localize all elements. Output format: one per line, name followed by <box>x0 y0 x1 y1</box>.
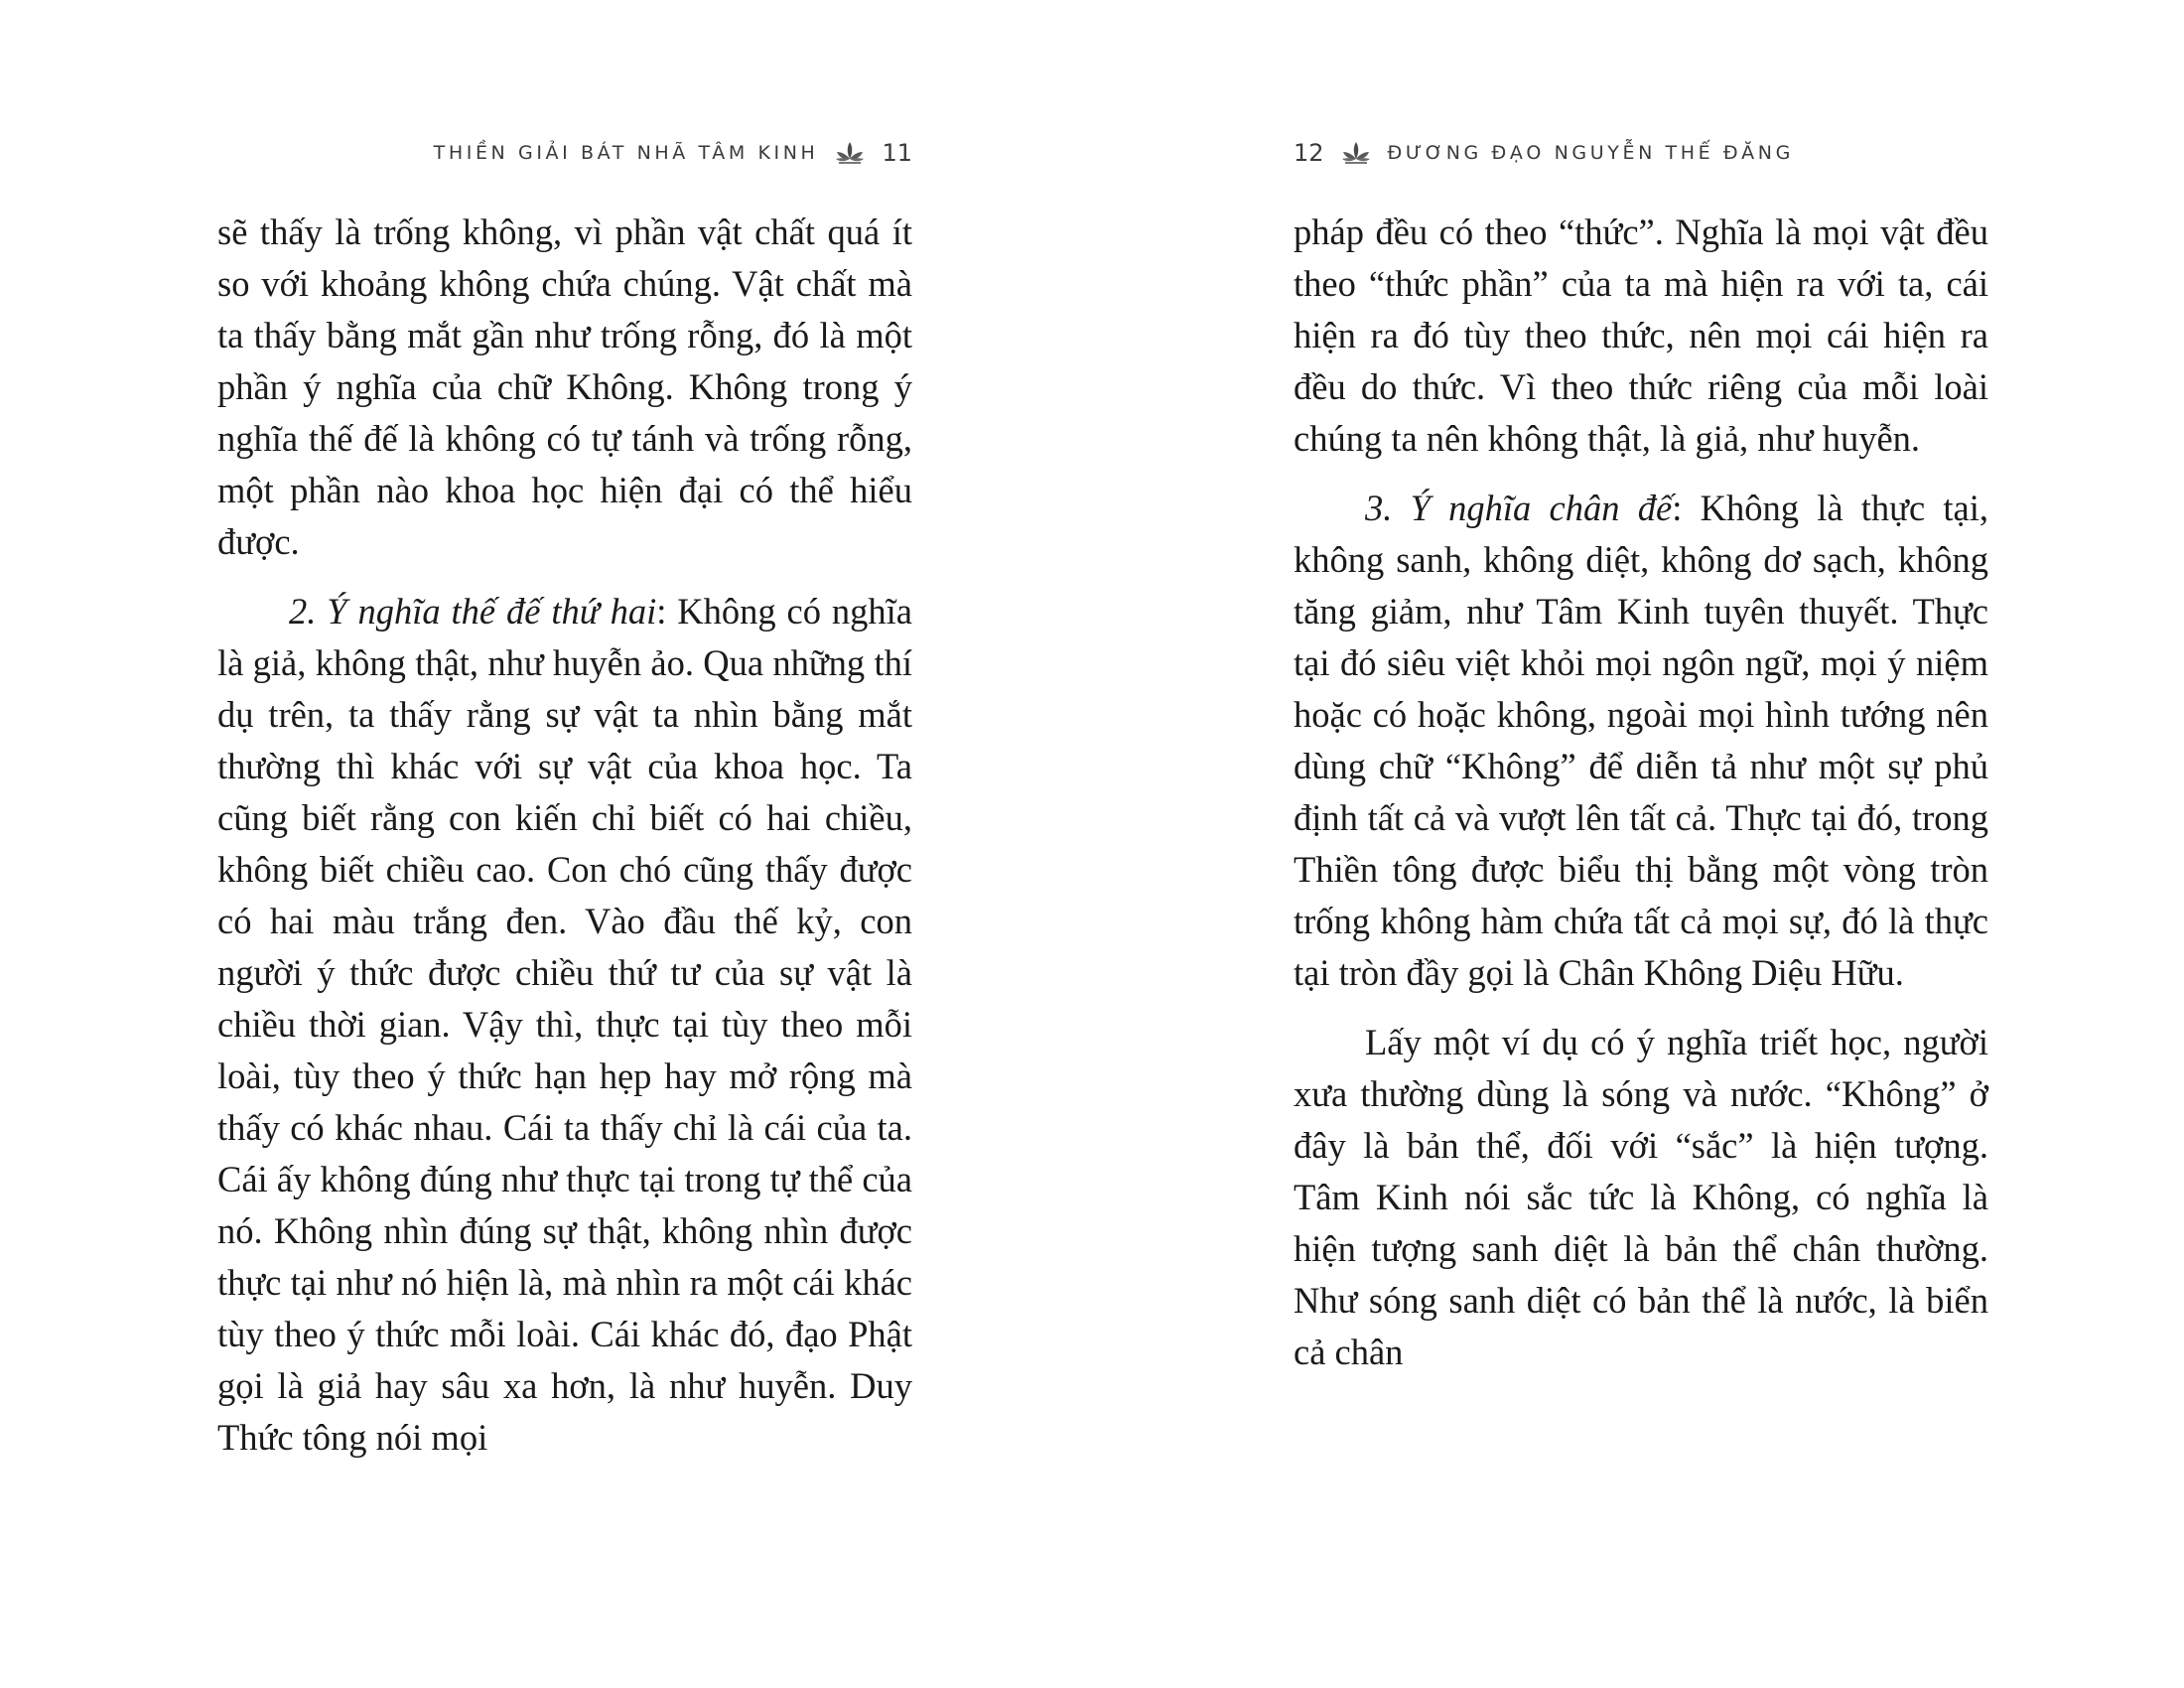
paragraph: pháp đều có theo “thức”. Nghĩa là mọi vật đều theo “thức phần” của ta mà hiện ra với ta, cái hiện ra đó tùy theo thức, nên mọi cái hiện ra đều do thức. Vì theo thức riêng của mỗi loài chúng ta nên không thật, là giả, như huyễn. <box>1294 211 1988 459</box>
paragraph: Lấy một ví dụ có ý nghĩa triết học, người xưa thường dùng là sóng và nước. “Không” ở đây là bản thể, đối với “sắc” là hiện tượng. Tâm Kinh nói sắc tức là Không, có nghĩa là hiện tượng sanh diệt là bản thể chân thường. Như sóng sanh diệt có bản thể là nước, là biển cả chân <box>1294 1022 1988 1372</box>
lotus-icon <box>1340 139 1372 167</box>
paragraph-lead: 3. Ý nghĩa chân đế <box>1365 488 1673 528</box>
running-head-left <box>217 133 912 173</box>
page-number-left: 11 <box>882 139 912 167</box>
running-head-right <box>1294 133 1988 173</box>
left-body-text <box>217 207 912 1464</box>
paragraph: sẽ thấy là trống không, vì phần vật chất quá ít so với khoảng không chứa chúng. Vật chất mà ta thấy bằng mắt gần như trống rỗng, đó là một phần ý nghĩa của chữ Không. Không trong ý nghĩa thế đế là không có tự tánh và trống rỗng, một phần nào khoa học hiện đại có thể hiểu được. <box>217 211 912 562</box>
lotus-icon <box>834 139 866 167</box>
book-title: THIỀN GIẢI BÁT NHÃ TÂM KINH <box>433 142 819 164</box>
paragraph-lead: 2. Ý nghĩa thế đế thứ hai <box>289 591 657 632</box>
right-page <box>1294 0 1988 1688</box>
paragraph: 2. Ý nghĩa thế đế thứ hai: Không có nghĩa là giả, không thật, như huyễn ảo. Qua những thí dụ trên, ta thấy rằng sự vật ta nhìn bằng mắt thường thì khác với sự vật của khoa học. Ta cũng biết rằng con kiến chỉ biết có hai chiều, không biết chiều cao. Con chó cũng thấy được có hai màu trắng đen. Vào đầu thế kỷ, con người ý thức được chiều thứ tư của sự vật là chiều thời gian. Vậy thì, thực tại tùy theo mỗi loài, tùy theo ý thức hạn hẹp hay mở rộng mà thấy có khác nhau. Cái ta thấy chỉ là cái của ta. Cái ấy không đúng như thực tại trong tự thể của nó. Không nhìn đúng sự thật, không nhìn được thực tại như nó hiện là, mà nhìn ra một cái khác tùy theo ý thức mỗi loài. Cái khác đó, đạo Phật gọi là giả hay sâu xa hơn, là như huyễn. Duy Thức tông nói mọi <box>217 591 912 1458</box>
right-body-text <box>1294 207 1988 1378</box>
author-name: ĐƯƠNG ĐẠO NGUYỄN THẾ ĐĂNG <box>1387 142 1794 164</box>
page-number-right: 12 <box>1294 139 1324 167</box>
left-page <box>217 0 912 1688</box>
paragraph: 3. Ý nghĩa chân đế: Không là thực tại, không sanh, không diệt, không dơ sạch, không tăng giảm, như Tâm Kinh tuyên thuyết. Thực tại đó siêu việt khỏi mọi ngôn ngữ, mọi ý niệm hoặc có hoặc không, ngoài mọi hình tướng nên dùng chữ “Không” để diễn tả như một sự phủ định tất cả và vượt lên tất cả. Thực tại đó, trong Thiền tông được biểu thị bằng một vòng tròn trống không hàm chứa tất cả mọi sự, đó là thực tại tròn đầy gọi là Chân Không Diệu Hữu. <box>1294 488 1989 993</box>
